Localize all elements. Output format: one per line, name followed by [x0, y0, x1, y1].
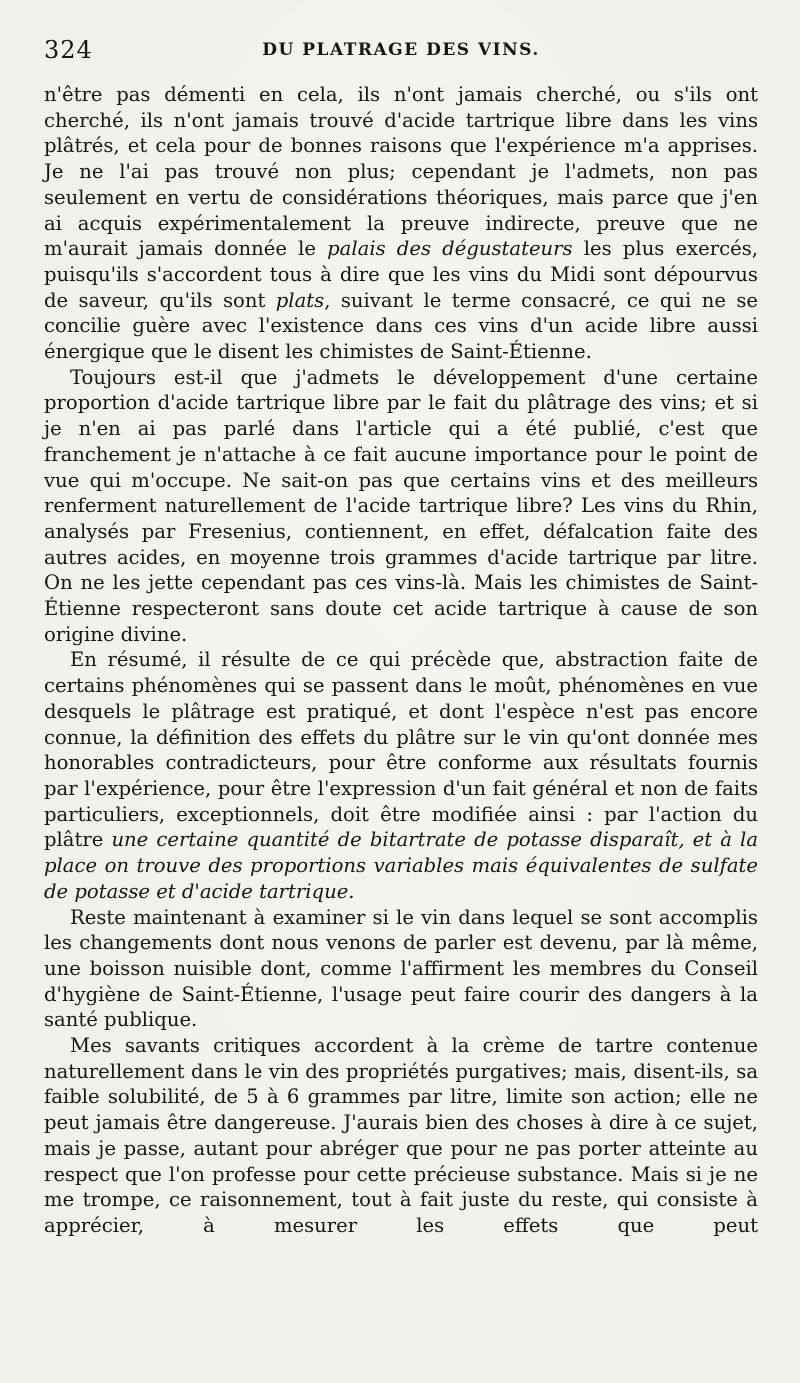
paragraph-1-italic-plats: plats [275, 288, 325, 312]
paragraph-1 [44, 82, 758, 365]
page-number: 324 [44, 36, 93, 64]
body-text [44, 82, 758, 1239]
paragraph-3-text-a: En résumé, il résulte de ce qui précède que, abstraction faite de certains phénomènes qui se passent dans le moût, phénomènes en vue desquels le plâtrage est pratiqué, et dont l'espèce n'est pas encore connue, la définition des effets du plâtre sur le vin qu'ont donnée mes honorables contradicteurs, pour être conforme aux résultats fournis par l'expérience, pour être l'expression d'un fait général et non de faits particuliers, exceptionnels, doit être modifiée ainsi : par l'action du plâtre [44, 648, 758, 852]
paragraph-4: Reste maintenant à examiner si le vin dans lequel se sont accomplis les changements dont nous venons de parler est devenu, par là même, une boisson nuisible dont, comme l'affirment les membres du Conseil d'hygiène de Saint-Étienne, l'usage peut faire courir des dangers à la santé publique. [44, 905, 758, 1032]
paragraph-5: Mes savants critiques accordent à la crème de tartre contenue naturellement dans le vin des propriétés purgatives; mais, disent-ils, sa faible solubilité, de 5 à 6 grammes par litre, limite son action; elle ne peut jamais être dangereuse. J'aurais bien des choses à dire à ce sujet, mais je passe, autant pour abréger que pour ne pas porter atteinte au respect que l'on professe pour cette précieuse substance. Mais si je ne me trompe, ce raisonnement, tout à fait juste du reste, qui consiste à apprécier, à mesurer les effets que peut [44, 1034, 758, 1237]
paragraph-3 [44, 647, 758, 904]
paragraph-1-italic-palais: palais des dégustateurs [327, 237, 573, 261]
paragraph-1-text-c: , suivant le terme consacré, ce qui ne se concilie guère avec l'existence dans ces vins d'un acide libre aussi énergique que le disent les chimistes de Saint-Étienne. [44, 288, 758, 364]
running-title: DU PLATRAGE DES VINS. [262, 40, 540, 60]
running-head [44, 34, 758, 68]
paragraph-2: Toujours est-il que j'admets le développement d'une certaine proportion d'acide tartrique libre par le fait du plâtrage des vins; et si je n'en ai pas parlé dans l'article qui a été publié, c'est que franchement je n'attache à ce fait aucune importance pour le point de vue qui m'occupe. Ne sait-on pas que certains vins et des meilleurs renferment naturellement de l'acide tartrique libre? Les vins du Rhin, analysés par Fresenius, contiennent, en effet, défalcation faite des autres acides, en moyenne trois grammes d'acide tartrique par litre. On ne les jette cependant pas ces vins-là. Mais les chimistes de Saint-Étienne respecteront sans doute cet acide tartrique à cause de son origine divine. [44, 365, 758, 646]
paragraph-1-text-a: n'être pas démenti en cela, ils n'ont jamais cherché, ou s'ils ont cherché, ils n'ont jamais trouvé d'acide tartrique libre dans les vins plâtrés, et cela pour de bonnes raisons que l'expérience m'a apprises. Je ne l'ai pas trouvé non plus; cependant je l'admets, non pas seulement en vertu de considérations théoriques, mais parce que j'en ai acquis expérimentalement la preuve indirecte, preuve que ne m'aurait jamais donnée le [44, 83, 758, 261]
paragraph-1-text-b: les plus exercés, puisqu'ils s'accordent tous à dire que les vins du Midi sont dépourvus de saveur, qu'ils sont [44, 237, 758, 312]
paragraph-3-italic-definition: une certaine quantité de bitartrate de potasse disparaît, et à la place on trouve des proportions variables mais équivalentes de sulfate de potasse et d'acide tartrique. [44, 828, 758, 903]
